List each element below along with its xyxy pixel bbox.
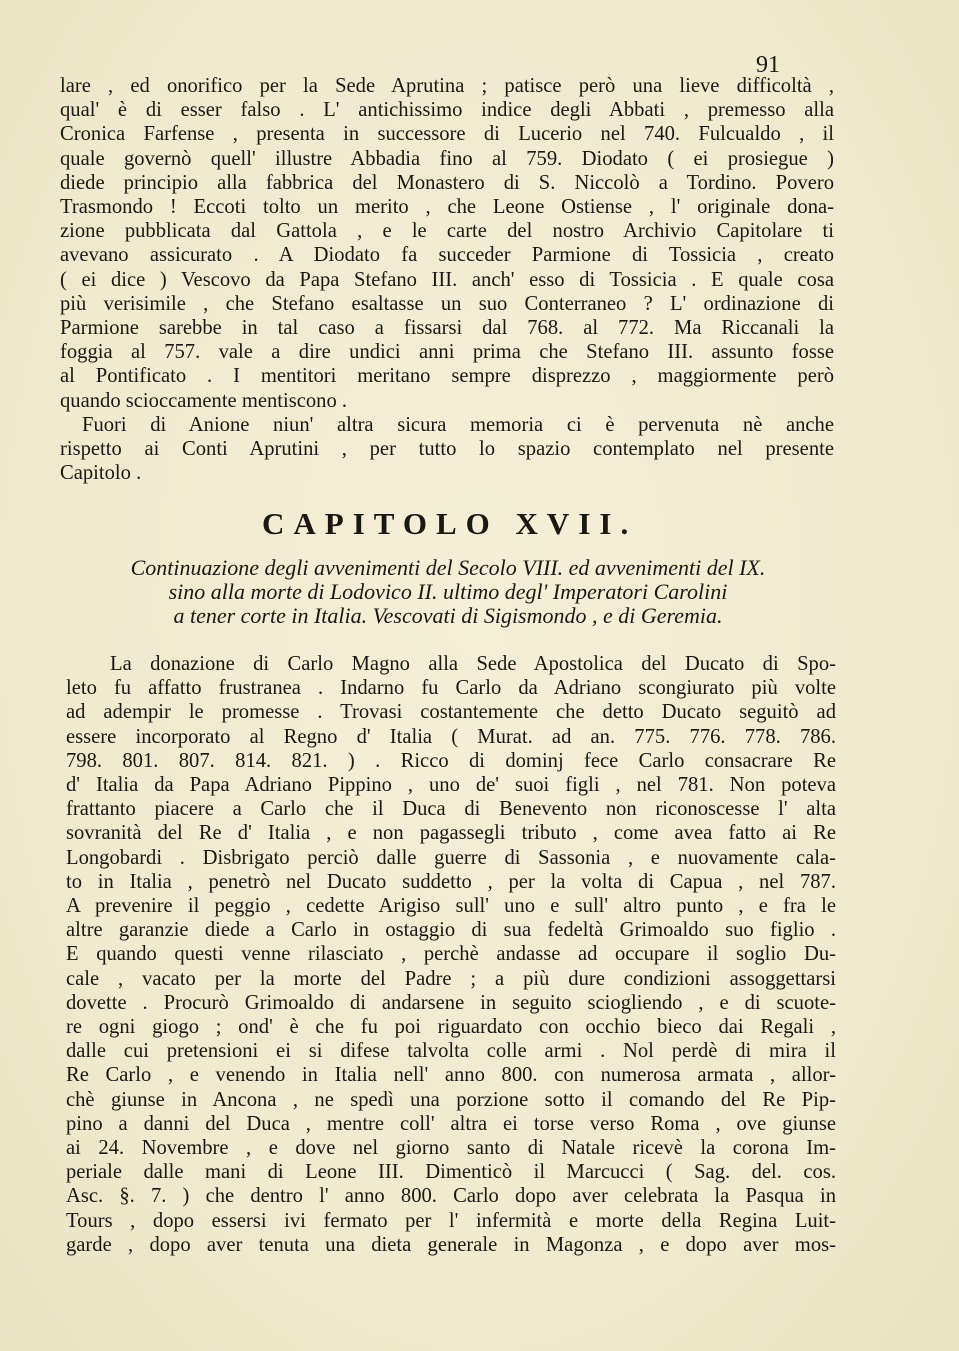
text-line: Trasmondo ! Eccoti tolto un merito , che Leone Ostiense , l' originale dona- <box>60 196 834 219</box>
summary-line: Continuazione degli avvenimenti del Secolo VIII. ed avvenimenti del IX. <box>130 555 766 580</box>
summary-line: a tener corte in Italia. Vescovati di Sigismondo , e di Geremia. <box>173 603 723 628</box>
text-line: diede principio alla fabbrica del Monastero di S. Niccolò a Tordino. Povero <box>60 171 834 194</box>
text-line: dovette . Procurò Grimoaldo di andarsene in seguito sciogliendo , e di scuote- <box>66 991 836 1014</box>
text-line: chè giunse in Ancona , ne spedì una porzione sotto il comando del Re Pip- <box>66 1088 836 1111</box>
text-line: re ogni giogo ; ond' è che fu poi riguardato con occhio bieco dai Regali , <box>66 1016 836 1039</box>
text-line: ai 24. Novembre , e dove nel giorno santo di Natale ricevè la corona Im- <box>66 1137 836 1160</box>
text-line: Cronica Farfense , presenta in successore di Lucerio nel 740. Fulcualdo , il <box>60 123 834 146</box>
text-line: Capitolo . <box>60 462 142 485</box>
text-line: frattanto piacere a Carlo che il Duca di Benevento non riconoscesse l' alta <box>66 798 836 821</box>
text-line: Parmione sarebbe in tal caso a fissarsi dal 768. al 772. Ma Riccanali la <box>60 317 834 340</box>
text-line: Asc. §. 7. ) che dentro l' anno 800. Carlo dopo aver celebrata la Pasqua in <box>66 1185 836 1208</box>
text-line: Fuori di Anione niun' altra sicura memoria ci è pervenuta nè anche <box>82 413 834 436</box>
text-line: dalle cui pretensioni ei si difese talvolta colle armi . Nol perdè di mira il <box>66 1040 836 1063</box>
chapter-summary <box>62 556 834 628</box>
text-line: A prevenire il peggio , cedette Arigiso sull' uno e sull' altro punto , e fra le <box>66 895 836 918</box>
text-line: 798. 801. 807. 814. 821. ) . Ricco di dominj fece Carlo consacrare Re <box>66 749 836 772</box>
page-number: 91 <box>756 52 780 78</box>
text-line: Re Carlo , e venendo in Italia nell' anno 800. con numerosa armata , allor- <box>66 1064 836 1087</box>
text-line: quando scioccamente mentiscono . <box>60 389 348 412</box>
text-line: quale governò quell' illustre Abbadia fino al 759. Diodato ( ei prosiegue ) <box>60 147 834 170</box>
text-line: pino a danni del Duca , mentre coll' altra ei torse verso Roma , ove giunse <box>66 1112 836 1135</box>
text-line: Tours , dopo essersi ivi fermato per l' infermità e morte della Regina Luit- <box>66 1209 836 1232</box>
text-line: ( ei dice ) Vescovo da Papa Stefano III. anch' esso di Tossicia . E quale cosa <box>60 268 834 291</box>
text-line: leto fu affatto frustranea . Indarno fu Carlo da Adriano scongiurato più volte <box>66 677 836 700</box>
text-line: cale , vacato per la morte del Padre ; a più dure condizioni assoggettarsi <box>66 967 836 990</box>
text-line: d' Italia da Papa Adriano Pippino , uno de' suoi figli , nel 781. Non poteva <box>66 774 836 797</box>
text-line: essere incorporato al Regno d' Italia ( Murat. ad an. 775. 776. 778. 786. <box>66 725 836 748</box>
continued-paragraph-block <box>60 74 834 485</box>
text-line: più verisimile , che Stefano esaltasse un suo Conterraneo ? L' ordinazione di <box>60 292 834 315</box>
text-line: foggia al 757. vale a dire undici anni prima che Stefano III. assunto fosse <box>60 341 834 364</box>
text-line: to in Italia , penetrò nel Ducato suddetto , per la volta di Capua , nel 787. <box>66 870 836 893</box>
text-line: lare , ed onorifico per la Sede Aprutina ; patisce però una lieve difficoltà , <box>60 75 834 97</box>
chapter-title: CAPITOLO XVII. <box>262 506 638 541</box>
summary-line: sino alla morte di Lodovico II. ultimo degl' Imperatori Carolini <box>168 579 728 604</box>
text-line: E quando questi venne rilasciato , perchè andasse ad occupare il soglio Du- <box>66 943 836 966</box>
text-line: zione pubblicata dal Gattola , e le carte del nostro Archivio Capitolare ti <box>60 220 834 243</box>
text-line: garde , dopo aver tenuta una dieta generale in Magonza , e dopo aver mos- <box>66 1233 836 1256</box>
text-line: avevano assicurato . A Diodato fa succeder Parmione di Tossicia , creato <box>60 244 834 267</box>
text-line: periale dalle mani di Leone III. Dimenticò il Marcucci ( Sag. del. cos. <box>66 1161 836 1184</box>
text-line: La donazione di Carlo Magno alla Sede Apostolica del Ducato di Spo- <box>110 653 836 675</box>
text-line: Longobardi . Disbrigato perciò dalle guerre di Sassonia , e nuovamente cala- <box>66 846 836 869</box>
chapter-body-block <box>66 652 836 1257</box>
text-line: al Pontificato . I mentitori meritano sempre disprezzo , maggiormente però <box>60 365 834 388</box>
text-line: qual' è di esser falso . L' antichissimo indice degli Abbati , premesso alla <box>60 99 834 122</box>
text-line: altre garanzie diede a Carlo in ostaggio di sua fedeltà Grimoaldo suo figlio . <box>66 919 836 942</box>
text-line: rispetto ai Conti Aprutini , per tutto lo spazio contemplato nel presente <box>60 438 834 461</box>
text-line: sovranità del Re d' Italia , e non pagassegli tributo , come avea fatto ai Re <box>66 822 836 845</box>
text-line: ad adempir le promesse . Trovasi costantemente che detto Ducato seguitò ad <box>66 701 836 724</box>
